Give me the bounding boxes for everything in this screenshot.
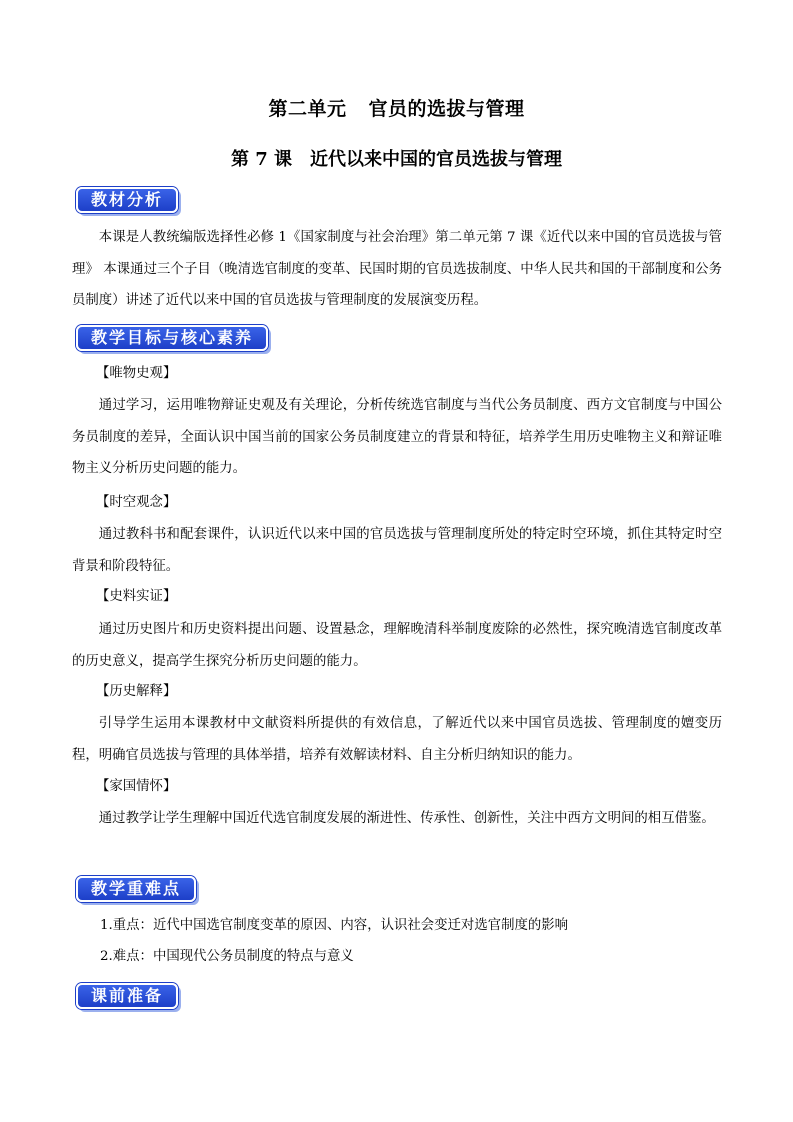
goal-heading-spacetime: 【时空观念】 (96, 495, 177, 510)
goal-heading-patriotism: 【家国情怀】 (96, 779, 177, 794)
lesson-name: 近代以来中国的官员选拔与管理 (310, 149, 563, 170)
difficult-point-item: 2.难点：中国现代公务员制度的特点与意义 (100, 949, 354, 964)
section-badge-analysis: 教材分析 (76, 187, 178, 213)
key-point-item: 1.重点：近代中国选官制度变革的原因、内容，认识社会变迁对选官制度的影响 (100, 918, 569, 933)
unit-number: 第二单元 (268, 98, 347, 120)
unit-name: 官员的选拔与管理 (368, 98, 525, 120)
goal-text-materialism: 通过学习，运用唯物辩证史观及有关理论，分析传统选官制度与当代公务员制度、西方文官制度与中国公务员制度的差异，全面认识中国当前的国家公务员制度建立的背景和特征，培养学生用历史唯物主义和辩证唯物主义分析历史问题的能力。 (72, 398, 722, 476)
unit-title (0, 94, 793, 121)
goal-heading-interpretation: 【历史解释】 (96, 684, 177, 699)
section-badge-goals: 教学目标与核心素养 (76, 325, 268, 351)
goal-heading-materialism: 【唯物史观】 (96, 366, 177, 381)
analysis-paragraph: 本课是人教统编版选择性必修 1《国家制度与社会治理》第二单元第 7 课《近代以来中国的官员选拔与管理》 本课通过三个子目（晚清选官制度的变革、民国时期的官员选拔制度、中华人民共和国的干部制度和公务员制度）讲述了近代以来中国的官员选拔与管理制度的发展演变历程。 (72, 230, 722, 308)
section-badge-preparation: 课前准备 (76, 983, 178, 1009)
lesson-title (0, 145, 793, 171)
goal-text-spacetime: 通过教科书和配套课件，认识近代以来中国的官员选拔与管理制度所处的特定时空环境，抓住其特定时空背景和阶段特征。 (72, 527, 722, 574)
section-badge-key-points: 教学重难点 (76, 876, 196, 902)
goal-heading-evidence: 【史料实证】 (96, 589, 177, 604)
lesson-number: 第 7 课 (230, 149, 293, 170)
goal-text-interpretation: 引导学生运用本课教材中文献资料所提供的有效信息，了解近代以来中国官员选拔、管理制度的嬗变历程，明确官员选拔与管理的具体举措，培养有效解读材料、自主分析归纳知识的能力。 (72, 716, 722, 763)
goal-text-evidence: 通过历史图片和历史资料提出问题、设置悬念，理解晚清科举制度废除的必然性，探究晚清选官制度改革的历史意义，提高学生探究分析历史问题的能力。 (72, 622, 722, 669)
goal-text-patriotism: 通过教学让学生理解中国近代选官制度发展的渐进性、传承性、创新性，关注中西方文明间的相互借鉴。 (98, 811, 715, 826)
